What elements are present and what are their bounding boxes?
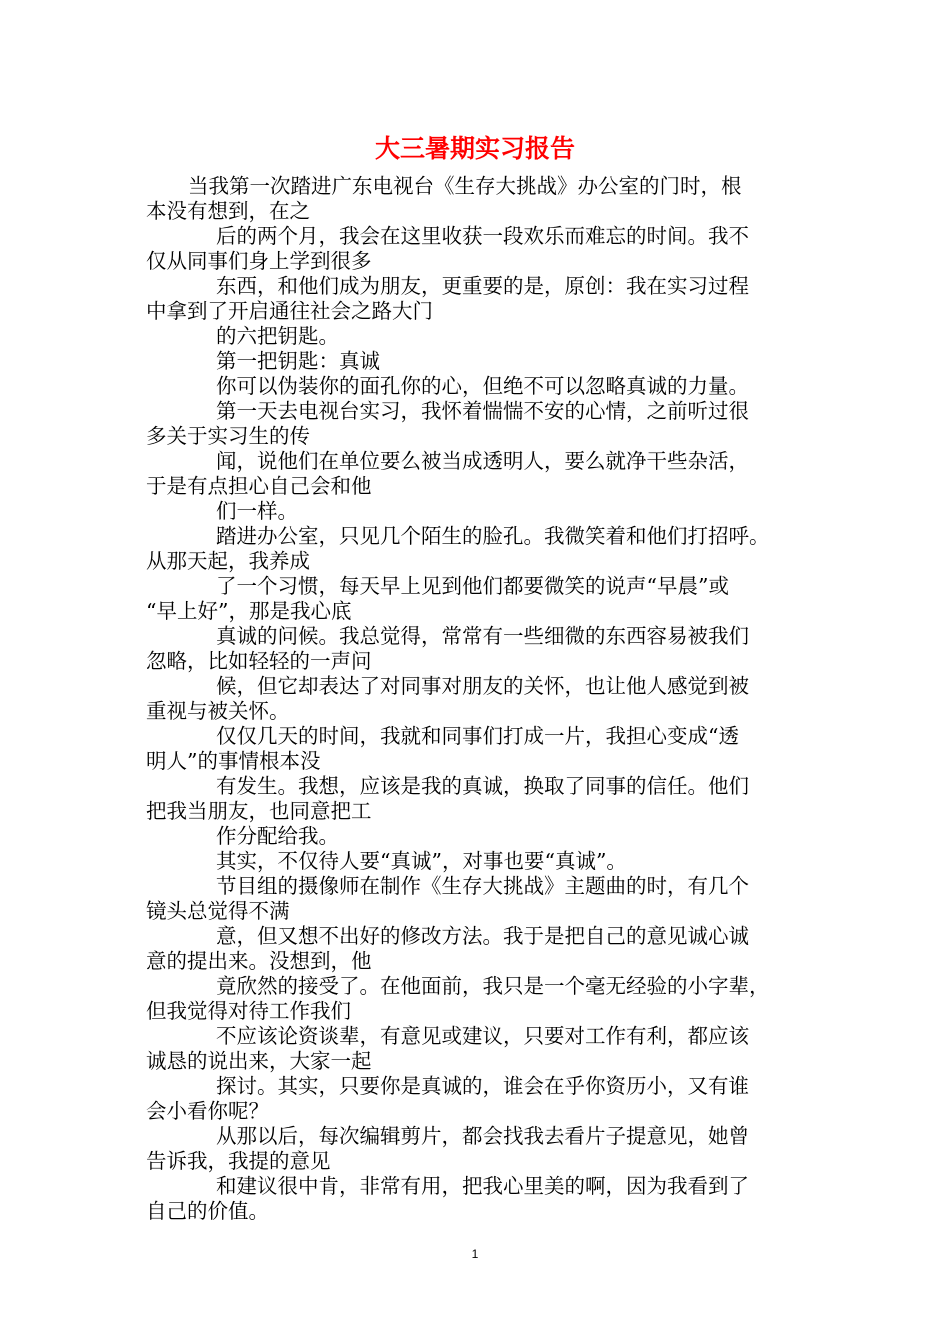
body-line: 多关于实习生的传 [146, 424, 310, 448]
body-line: 第一天去电视台实习，我怀着惴惴不安的心情，之前听过很 [216, 399, 749, 423]
body-line: 第一把钥匙：真诚 [216, 349, 380, 373]
body-line: 后的两个月，我会在这里收获一段欢乐而难忘的时间。我不 [216, 224, 749, 248]
document-body [146, 174, 816, 1224]
body-line: 节目组的摄像师在制作《生存大挑战》主题曲的时，有几个 [216, 874, 749, 898]
body-line: 把我当朋友，也同意把工 [146, 799, 372, 823]
body-line: 告诉我，我提的意见 [146, 1149, 331, 1173]
body-line: 从那天起，我养成 [146, 549, 310, 573]
body-line: 意的提出来。没想到，他 [146, 949, 372, 973]
body-line: 明人”的事情根本没 [146, 749, 321, 773]
page-number: 1 [471, 1247, 479, 1261]
body-line: 从那以后，每次编辑剪片，都会找我去看片子提意见，她曾 [216, 1124, 749, 1148]
body-line: 踏进办公室，只见几个陌生的脸孔。我微笑着和他们打招呼。 [216, 524, 770, 548]
body-line: 诚恳的说出来，大家一起 [146, 1049, 372, 1073]
body-line: 有发生。我想，应该是我的真诚，换取了同事的信任。他们 [216, 774, 749, 798]
body-line: “早上好”，那是我心底 [146, 599, 352, 623]
body-line: 于是有点担心自己会和他 [146, 474, 372, 498]
body-line: 东西，和他们成为朋友，更重要的是，原创：我在实习过程 [216, 274, 749, 298]
body-line: 作分配给我。 [216, 824, 339, 848]
body-line: 重视与被关怀。 [146, 699, 290, 723]
document-title: 大三暑期实习报告 [374, 134, 575, 163]
body-line: 当我第一次踏进广东电视台《生存大挑战》办公室的门时，根 [188, 174, 742, 198]
body-line: 们一样。 [216, 499, 298, 523]
body-line: 真诚的问候。我总觉得，常常有一些细微的东西容易被我们 [216, 624, 749, 648]
body-line: 但我觉得对待工作我们 [146, 999, 351, 1023]
body-line: 候，但它却表达了对同事对朋友的关怀，也让他人感觉到被 [216, 674, 749, 698]
body-line: 本没有想到，在之 [146, 199, 310, 223]
body-line: 自己的价值。 [146, 1199, 269, 1223]
body-line: 不应该论资谈辈，有意见或建议，只要对工作有利，都应该 [216, 1024, 749, 1048]
body-line: 的六把钥匙。 [216, 324, 339, 348]
body-line: 探讨。其实，只要你是真诚的，谁会在乎你资历小，又有谁 [216, 1074, 749, 1098]
body-line: 会小看你呢？ [146, 1099, 269, 1123]
body-line: 忽略，比如轻轻的一声问 [146, 649, 372, 673]
body-line: 仅从同事们身上学到很多 [146, 249, 372, 273]
body-line: 中拿到了开启通往社会之路大门 [146, 299, 433, 323]
body-line: 和建议很中肯，非常有用，把我心里美的啊，因为我看到了 [216, 1174, 749, 1198]
body-line: 了一个习惯，每天早上见到他们都要微笑的说声“早晨”或 [216, 574, 729, 598]
body-line: 意，但又想不出好的修改方法。我于是把自己的意见诚心诚 [216, 924, 749, 948]
body-line: 你可以伪装你的面孔你的心，但绝不可以忽略真诚的力量。 [216, 374, 749, 398]
body-line: 仅仅几天的时间，我就和同事们打成一片，我担心变成“透 [216, 724, 739, 748]
body-line: 竟欣然的接受了。在他面前，我只是一个毫无经验的小字辈， [216, 974, 770, 998]
body-line: 闻，说他们在单位要么被当成透明人，要么就净干些杂活， [216, 449, 749, 473]
body-line: 其实，不仅待人要“真诚”，对事也要“真诚”。 [216, 849, 627, 873]
body-line: 镜头总觉得不满 [146, 899, 290, 923]
